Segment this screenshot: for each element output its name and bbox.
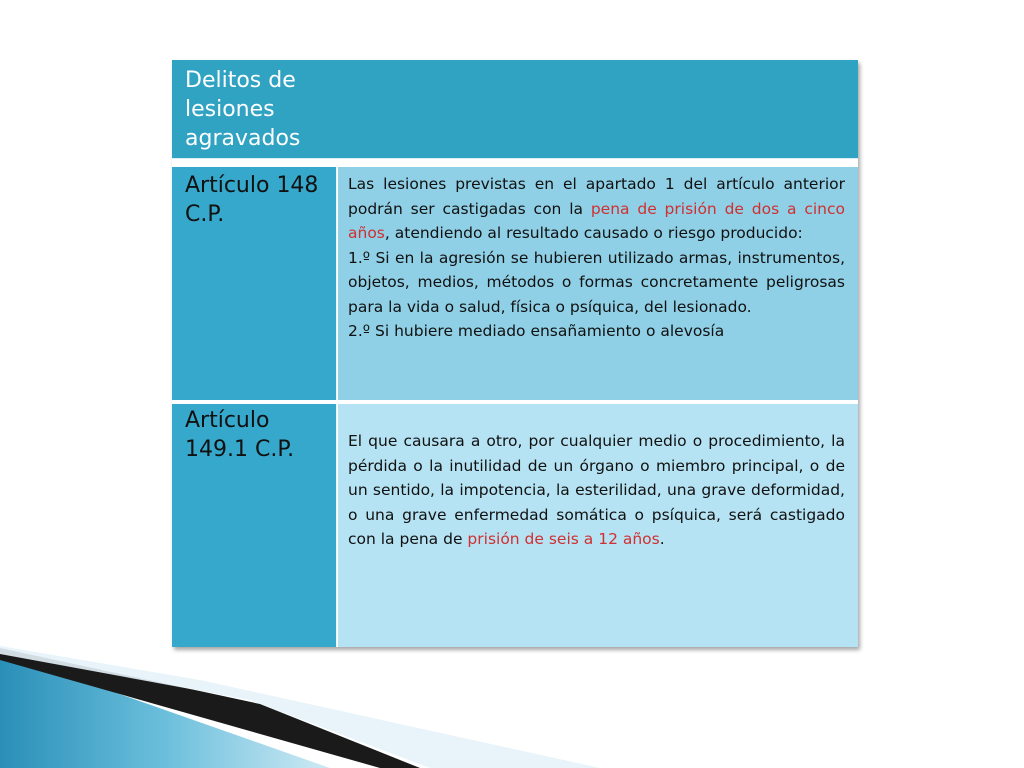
article-148-item-2: 2.º Si hubiere mediado ensañamiento o alevosía <box>348 322 725 340</box>
article-149-penalty: prisión de seis a 12 años <box>467 530 660 548</box>
article-149-label: Artículo 149.1 C.P. <box>185 408 295 462</box>
row-149-label-cell <box>172 404 337 647</box>
row-149-text-cell <box>338 404 858 647</box>
article-149-body: El que causara a otro, por cualquier medio o procedimiento, la pérdida o la inutilidad de un órgano o miembro principal, o de un sentido, la impotencia, la esterilidad, una grave deformidad, o una grave enfermedad somática o psíquica, será castigado con la pena de <box>348 432 845 548</box>
article-148-intro <box>348 172 845 246</box>
row-148-text-cell <box>338 167 858 400</box>
row-148-label-cell <box>172 167 337 400</box>
article-149-text <box>348 429 845 552</box>
offenses-table <box>172 60 858 647</box>
article-149-end: . <box>659 530 665 548</box>
article-148-label: Artículo 148 C.P. <box>185 173 319 227</box>
article-148-penalty: pena de prisión de dos a cinco años <box>348 199 845 242</box>
article-148-intro-text: Las lesiones previstas en el apartado 1 del artículo anterior podrán ser castigadas con la <box>348 175 845 218</box>
table-header <box>172 60 858 158</box>
table-header-title: Delitos de lesiones agravados <box>185 68 301 151</box>
decorative-wedge <box>0 640 1024 768</box>
article-148-intro-end: , atendiendo al resultado causado o riesgo producido: <box>384 224 803 242</box>
article-148-item-1: 1.º Si en la agresión se hubieren utilizado armas, instrumentos, objetos, medios, métodos o formas concretamente peligrosas para la vida o salud, física o psíquica, del lesionado. <box>348 248 845 316</box>
